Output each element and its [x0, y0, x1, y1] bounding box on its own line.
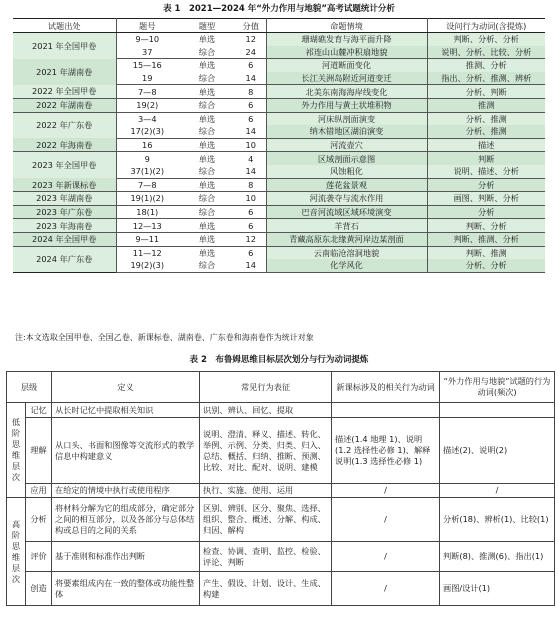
- header-source: 试题出处: [13, 19, 116, 33]
- score-cell: 6: [236, 205, 266, 219]
- question-type-cell: 单选: [178, 232, 236, 246]
- scene-cell: 河道断面变化: [266, 59, 427, 72]
- table-row: [7, 403, 555, 418]
- verbs-cell: 描述: [427, 138, 545, 152]
- table-row: [13, 85, 545, 99]
- verbs-cell: 判断、推测: [427, 246, 545, 259]
- table1-caption: 表 1 2021—2024 年“外力作用与地貌”高考试题统计分析: [163, 4, 395, 14]
- verbs-cell: 分析: [427, 178, 545, 192]
- sublevel-cell: 应用: [26, 484, 52, 498]
- scene-cell: 外力作用与黄土状堆积物: [266, 98, 427, 112]
- score-cell: 6: [236, 112, 266, 125]
- sublevel-cell: 评价: [26, 542, 52, 572]
- source-cell: 2022 年海南卷: [13, 138, 116, 152]
- header-score: 分值: [236, 19, 266, 33]
- level-cell: 高阶思维层次: [7, 498, 26, 606]
- question-number-cell: 37: [116, 46, 178, 59]
- sublevel-cell: 分析: [26, 498, 52, 542]
- table2-body: [7, 403, 555, 606]
- source-cell: 2022 年全国甲卷: [13, 85, 116, 99]
- question-type-cell: 综合: [178, 205, 236, 219]
- verbs-cell: 说明、描述、分析: [427, 165, 545, 178]
- table-row: [7, 418, 555, 484]
- question-type-cell: 单选: [178, 219, 236, 233]
- question-type-cell: 综合: [178, 259, 236, 272]
- header-scene: 命题情境: [266, 19, 427, 33]
- question-type-cell: 综合: [178, 165, 236, 178]
- source-cell: 2021 年全国甲卷: [13, 33, 116, 59]
- question-type-cell: 单选: [198, 113, 216, 124]
- exam-verbs-cell: /: [440, 484, 555, 498]
- behaviors-cell: 检查、协调、查明、监控、检验、评论、判断: [200, 542, 332, 572]
- verbs-cell: 分析、分析: [427, 259, 545, 272]
- table-row: [13, 138, 545, 152]
- source-cell: 2023 年全国甲卷: [13, 152, 116, 178]
- question-type-cell: 单选: [178, 138, 236, 152]
- score-cell: 14: [236, 165, 266, 178]
- table-row: [13, 219, 545, 233]
- score-cell: 12: [236, 33, 266, 46]
- question-number-cell: 17(2)(3): [116, 125, 178, 138]
- scene-cell: 区域剖面示意图: [266, 152, 427, 165]
- definition-cell: 在给定的情境中执行或使用程序: [52, 484, 200, 498]
- score-cell: 6: [236, 219, 266, 233]
- table-row: [13, 112, 545, 125]
- question-number-cell: 37(1)(2): [116, 165, 178, 178]
- standard-verbs-cell: [332, 403, 440, 418]
- question-type-cell: 单选: [198, 60, 216, 71]
- verbs-cell: 说明、分析、比较、分析: [427, 46, 545, 59]
- verbs-cell: 指出、分析、推测、辨析: [427, 72, 545, 85]
- question-type-cell: 单选: [198, 153, 216, 164]
- question-number-cell: 7—8: [116, 85, 178, 99]
- question-number-cell: 9—10: [135, 34, 160, 45]
- verbs-cell: 画图、判断、分析: [427, 192, 545, 206]
- table-row: [7, 484, 555, 498]
- standard-verbs-cell: /: [332, 498, 440, 542]
- verbs-cell: 推测: [427, 98, 545, 112]
- verbs-cell: 分析: [427, 205, 545, 219]
- verbs-cell: 判断、分析: [427, 219, 545, 233]
- table-row: [13, 205, 545, 219]
- table-row: [13, 98, 545, 112]
- score-cell: 6: [236, 59, 266, 72]
- source-cell: 2024 年全国甲卷: [13, 232, 116, 246]
- scene-cell: 羊背石: [266, 219, 427, 233]
- question-number-cell: 15—16: [132, 60, 162, 71]
- table1-header-row: [13, 19, 545, 33]
- score-cell: 4: [236, 152, 266, 165]
- source-cell: 2023 年海南卷: [13, 219, 116, 233]
- source-cell: 2023 年新课标卷: [13, 178, 116, 192]
- definition-cell: 将材料分解为它的组成部分，确定部分之间的相互部分，以及各部分与总体结构或总目的之间的关系: [52, 498, 200, 542]
- question-type-cell: 单选: [178, 85, 236, 99]
- question-type-cell: 综合: [178, 46, 236, 59]
- question-number-cell: 19(2)(3): [116, 259, 178, 272]
- header-type: 题型: [178, 19, 236, 33]
- behaviors-cell: 执行、实施、使用、运用: [200, 484, 332, 498]
- behaviors-cell: 识别、辨认、回忆、提取: [200, 403, 332, 418]
- scene-cell: 莲花盆景观: [266, 178, 427, 192]
- source-cell: 2024 年广东卷: [13, 246, 116, 272]
- question-number-cell: 9: [144, 153, 150, 164]
- question-type-cell: 综合: [178, 192, 236, 206]
- scene-cell: 云南临沧溶洞地貌: [266, 246, 427, 259]
- table-row: [13, 152, 545, 165]
- header-behaviors: 常见行为表征: [200, 372, 332, 403]
- verbs-cell: 分析、推测: [427, 125, 545, 138]
- header-level: 层级: [7, 372, 52, 403]
- source-cell: 2022 年广东卷: [13, 112, 116, 138]
- score-cell: 14: [236, 259, 266, 272]
- scene-cell: 风蚀粗化: [266, 165, 427, 178]
- header-number: 题号: [116, 19, 178, 33]
- table1: [13, 18, 545, 273]
- table1-note: 注:本文选取全国甲卷、全国乙卷、新课标卷、湖南卷、广东卷和海南卷作为统计对象: [15, 333, 314, 342]
- standard-verbs-cell: 描述(1.4 地理 1)、说明(1.2 选择性必修 1)、解释说明(1.3 选择性必修 1): [332, 418, 440, 484]
- question-type-cell: 综合: [178, 125, 236, 138]
- exam-verbs-cell: 分析(18)、辨析(1)、比较(1): [440, 498, 555, 542]
- exam-verbs-cell: [440, 403, 555, 418]
- scene-cell: 巴音河流域区域环境演变: [266, 205, 427, 219]
- verbs-cell: 分析、判断: [427, 85, 545, 99]
- question-type-cell: 单选: [198, 34, 216, 45]
- score-cell: 10: [236, 138, 266, 152]
- standard-verbs-cell: /: [332, 572, 440, 606]
- definition-cell: 基于准则和标准作出判断: [52, 542, 200, 572]
- scene-cell: 祁连山山麓冲积扇地貌: [266, 46, 427, 59]
- score-cell: 14: [236, 125, 266, 138]
- question-number-cell: 11—12: [132, 247, 162, 258]
- table1-body: [13, 33, 545, 273]
- behaviors-cell: 区别、辨别、区分、聚焦、选择、组织、整合、概述、分解、构成、归因、解构: [200, 498, 332, 542]
- question-type-cell: 单选: [198, 247, 216, 258]
- header-definition: 定义: [52, 372, 200, 403]
- score-cell: 12: [236, 232, 266, 246]
- table-row: [13, 246, 545, 259]
- question-number-cell: 3—4: [137, 113, 157, 124]
- sublevel-cell: 理解: [26, 418, 52, 484]
- source-cell: 2023 年广东卷: [13, 205, 116, 219]
- score-cell: 8: [236, 178, 266, 192]
- table-row: [7, 542, 555, 572]
- question-number-cell: 19(2): [116, 98, 178, 112]
- definition-cell: 将要素组成内在一致的整体或功能性整体: [52, 572, 200, 606]
- standard-verbs-cell: /: [332, 542, 440, 572]
- exam-verbs-cell: 描述(2)、说明(2): [440, 418, 555, 484]
- question-type-cell: 综合: [178, 98, 236, 112]
- score-cell: 24: [236, 46, 266, 59]
- question-number-cell: 7—8: [116, 178, 178, 192]
- table-row: [7, 572, 555, 606]
- sublevel-cell: 记忆: [26, 403, 52, 418]
- source-cell: 2021 年湖南卷: [13, 59, 116, 85]
- question-number-cell: 19(1)(2): [116, 192, 178, 206]
- question-type-cell: 单选: [178, 178, 236, 192]
- scene-cell: 河床纵剖面演变: [266, 112, 427, 125]
- standard-verbs-cell: /: [332, 484, 440, 498]
- question-number-cell: 16: [116, 138, 178, 152]
- verbs-cell: 判断、分析、分析: [427, 33, 545, 46]
- score-cell: 6: [236, 98, 266, 112]
- definition-cell: 从长时记忆中提取相关知识: [52, 403, 200, 418]
- scene-cell: 珊瑚礁发育与海平面升降: [266, 33, 427, 46]
- scene-cell: 化学风化: [266, 259, 427, 272]
- scene-cell: 河流壶穴: [266, 138, 427, 152]
- table-row: [13, 33, 545, 46]
- scene-cell: 河流袭夺与流水作用: [266, 192, 427, 206]
- score-cell: 6: [236, 246, 266, 259]
- score-cell: 8: [236, 85, 266, 99]
- level-cell: 低阶思维层次: [7, 403, 26, 498]
- scene-cell: 青藏高原东北缘黄河岸边某剖面: [266, 232, 427, 246]
- question-number-cell: 9—11: [116, 232, 178, 246]
- sublevel-cell: 创造: [26, 572, 52, 606]
- verbs-cell: 分析、推测: [427, 112, 545, 125]
- behaviors-cell: 产生、假设、计划、设计、生成、构建: [200, 572, 332, 606]
- table-row: [13, 232, 545, 246]
- verbs-cell: 推测、分析: [427, 59, 545, 72]
- scene-cell: 长江关洲岛附近河道变迁: [266, 72, 427, 85]
- exam-verbs-cell: 判断(8)、推测(6)、指出(1): [440, 542, 555, 572]
- table-row: [13, 192, 545, 206]
- question-number-cell: 12—13: [116, 219, 178, 233]
- scene-cell: 纳木错地区湖泊演变: [266, 125, 427, 138]
- table-row: [13, 178, 545, 192]
- exam-verbs-cell: 画图/设计(1): [440, 572, 555, 606]
- question-number-cell: 19: [116, 72, 178, 85]
- table2-header-row: [7, 372, 555, 403]
- question-type-cell: 综合: [178, 72, 236, 85]
- table-row: [7, 498, 555, 542]
- header-verbs: 设问行为动词(含提炼): [427, 19, 545, 33]
- question-number-cell: 18(1): [116, 205, 178, 219]
- header-exam-verbs: “外力作用与地貌”试题的行为动词(频次): [440, 372, 555, 403]
- table2: [6, 371, 555, 606]
- source-cell: 2022 年湖南卷: [13, 98, 116, 112]
- table2-caption: 表 2 布鲁姆思维目标层次划分与行为动词提炼: [189, 355, 369, 365]
- header-standard-verbs: 新课标涉及的相关行为动词: [332, 372, 440, 403]
- behaviors-cell: 说明、澄清、释义、描述、转化、举例、示例、分类、归类、归入、总结、概括、归纳、推断、预测、比较、对比、配对、说明、建模: [200, 418, 332, 484]
- score-cell: 14: [236, 72, 266, 85]
- scene-cell: 北美东南海海岸线变化: [266, 85, 427, 99]
- source-cell: 2023 年湖南卷: [13, 192, 116, 206]
- table-row: [13, 59, 545, 72]
- definition-cell: 从口头、书面和图像等交流形式的教学信息中构建意义: [52, 418, 200, 484]
- verbs-cell: 判断、推测、分析: [427, 232, 545, 246]
- verbs-cell: 判断: [427, 152, 545, 165]
- score-cell: 10: [236, 192, 266, 206]
